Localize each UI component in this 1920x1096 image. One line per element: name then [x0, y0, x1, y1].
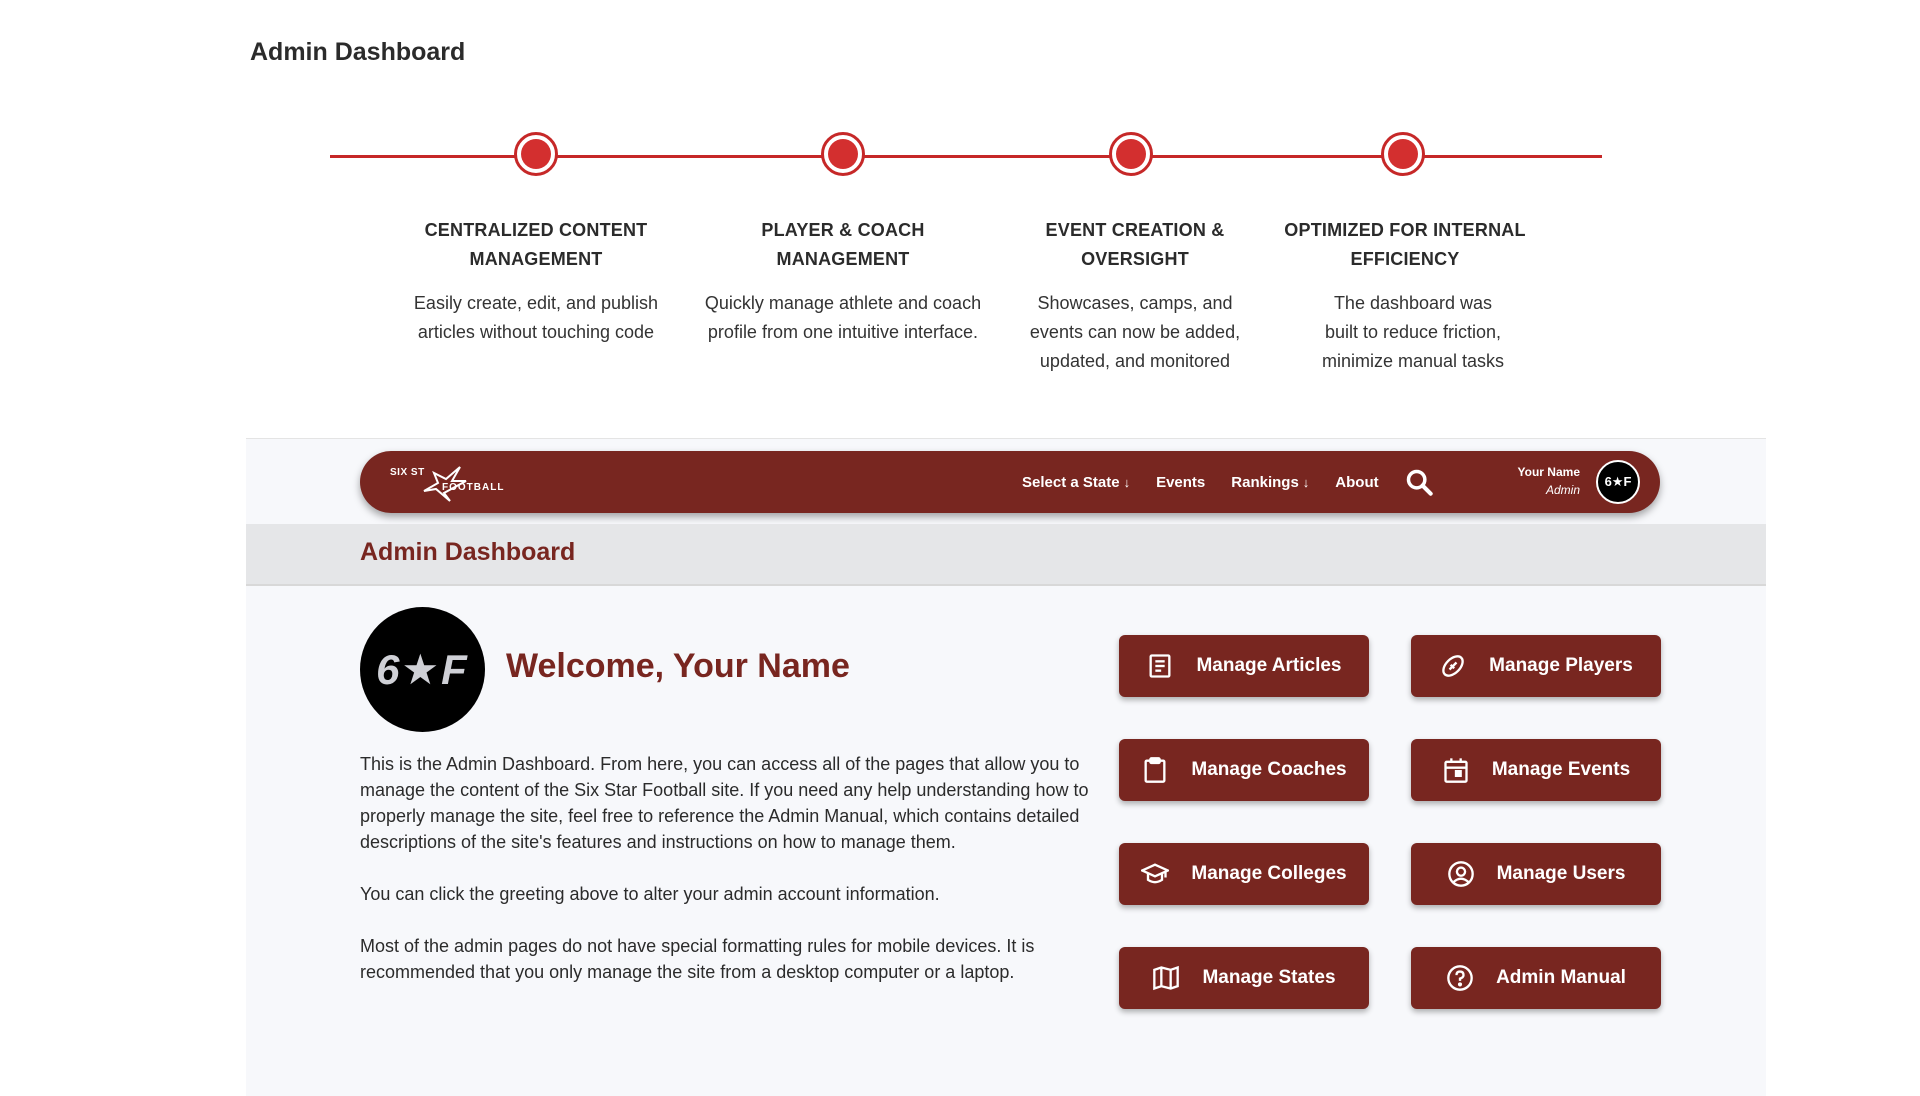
timeline-dot	[1109, 132, 1153, 176]
feature-title: EVENT CREATION & OVERSIGHT	[1045, 220, 1225, 269]
feature-description: Easily create, edit, and publish articles without touching code	[413, 293, 659, 342]
feature-title: PLAYER & COACH MANAGEMENT	[761, 220, 925, 269]
profile-avatar: 6★F	[360, 607, 485, 732]
feature-player-coach	[698, 216, 988, 347]
page-title: Admin Dashboard	[360, 538, 576, 566]
search-icon[interactable]	[1405, 468, 1433, 496]
button-label: Manage Users	[1496, 863, 1626, 884]
button-label: Admin Manual	[1496, 967, 1626, 988]
clipboard-icon	[1141, 756, 1169, 784]
arrow-down-icon: ↓	[1302, 474, 1310, 490]
page-heading: Admin Dashboard	[250, 38, 466, 66]
intro-paragraph: You can click the greeting above to alter your admin account information.	[360, 884, 940, 904]
feature-title: OPTIMIZED FOR INTERNAL EFFICIENCY	[1284, 220, 1526, 269]
manage-states-button[interactable]	[1119, 947, 1369, 1009]
user-circle-icon	[1447, 860, 1475, 888]
feature-event-creation	[1015, 216, 1255, 376]
manage-users-button[interactable]	[1411, 843, 1661, 905]
arrow-down-icon: ↓	[1123, 474, 1131, 490]
feature-optimized-efficiency	[1280, 216, 1530, 376]
map-icon	[1152, 964, 1180, 992]
feature-description: Quickly manage athlete and coach profile from one intuitive interface.	[704, 293, 982, 342]
article-icon	[1146, 652, 1174, 680]
nav-rankings[interactable]	[1231, 474, 1309, 491]
button-label: Manage Events	[1491, 759, 1631, 780]
nav-item-label: About	[1335, 473, 1379, 491]
nav-item-label: Rankings	[1231, 473, 1299, 491]
title-bar	[246, 524, 1766, 586]
feature-description: The dashboard was built to reduce friction, minimize manual tasks	[1321, 293, 1505, 371]
calendar-icon	[1442, 756, 1470, 784]
button-label: Manage Colleges	[1191, 863, 1347, 884]
nav-item-label: Events	[1156, 473, 1206, 491]
user-role: Admin	[1545, 483, 1580, 497]
button-label: Manage States	[1202, 967, 1336, 988]
timeline-dot	[821, 132, 865, 176]
feature-description: Showcases, camps, and events can now be added, updated, and monitored	[1029, 293, 1241, 371]
nav-select-state[interactable]	[1022, 474, 1130, 491]
intro-paragraph: This is the Admin Dashboard. From here, you can access all of the pages that allow you to manage the content of the Six Star Football site. If you need any help understanding how to properly manage the site, feel free to reference the Admin Manual, which contains detailed descriptions of the site's features and instructions on how to manage them.	[360, 754, 1089, 852]
intro-paragraph: Most of the admin pages do not have special formatting rules for mobile devices. It is recommended that you only manage the site from a desktop computer or a laptop.	[360, 936, 1035, 982]
user-menu[interactable]	[1500, 465, 1580, 497]
site-logo[interactable]	[390, 463, 520, 503]
nav-about[interactable]	[1335, 474, 1378, 491]
button-label: Manage Players	[1489, 655, 1633, 676]
help-circle-icon	[1446, 964, 1474, 992]
user-name: Your Name	[1517, 465, 1580, 479]
dashboard-preview	[246, 438, 1766, 1096]
nav-item-label: Select a State	[1022, 473, 1120, 491]
feature-title: CENTRALIZED CONTENT MANAGEMENT	[424, 220, 648, 269]
graduation-cap-icon	[1141, 860, 1169, 888]
manage-coaches-button[interactable]	[1119, 739, 1369, 801]
button-label: Manage Coaches	[1191, 759, 1347, 780]
timeline-dot	[514, 132, 558, 176]
manage-colleges-button[interactable]	[1119, 843, 1369, 905]
admin-manual-button[interactable]	[1411, 947, 1661, 1009]
navbar	[360, 451, 1660, 513]
button-label: Manage Articles	[1196, 655, 1342, 676]
manage-events-button[interactable]	[1411, 739, 1661, 801]
welcome-greeting[interactable]: Welcome, Your Name	[506, 647, 850, 685]
logo-text-top: SIX ST	[390, 467, 425, 478]
logo-text-bottom: FOOTBALL	[442, 482, 505, 493]
nav-events[interactable]	[1156, 474, 1205, 491]
manage-articles-button[interactable]	[1119, 635, 1369, 697]
manage-players-button[interactable]	[1411, 635, 1661, 697]
timeline-dot	[1381, 132, 1425, 176]
intro-text	[360, 751, 1100, 1011]
nav-menu	[1022, 451, 1433, 513]
football-icon	[1439, 652, 1467, 680]
avatar[interactable]: 6★F	[1596, 460, 1640, 504]
feature-centralized-content	[396, 216, 676, 347]
